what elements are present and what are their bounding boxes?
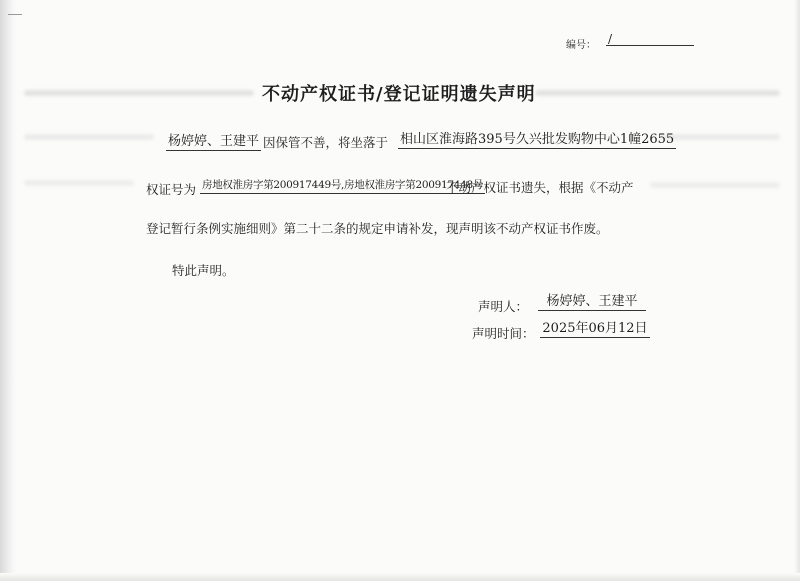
scan-bottom-edge-shadow — [0, 573, 800, 581]
declaration-date-field: 2025年06月12日 — [540, 321, 650, 338]
bleed-through-mark — [535, 90, 780, 96]
bleed-through-mark — [24, 134, 154, 140]
scan-corner-mark — [8, 14, 22, 15]
body-text-line3: 登记暂行条例实施细则》第二十二条的规定申请补发，现声明该不动产权证书作废。 — [146, 221, 609, 236]
cert-numbers-field: 房地权淮房字第200917449号,房地权淮房字第200917448号 — [200, 177, 485, 194]
serial-number-underline — [606, 45, 694, 46]
bleed-through-mark — [24, 90, 254, 96]
serial-number-label: 编号： — [566, 40, 596, 51]
bleed-through-mark — [24, 180, 134, 186]
serial-number-value: / — [608, 32, 613, 46]
body-text-line2: 不动产权证书遗失，根据《不动产 — [446, 180, 634, 195]
closing-statement: 特此声明。 — [172, 263, 235, 278]
declarant-label: 声明人： — [478, 299, 529, 314]
declaration-date-label: 声明时间： — [472, 326, 535, 341]
body-text-line1: 因保管不善，将坐落于 — [263, 135, 389, 150]
declarant-signature-field: 杨婷婷、王建平 — [538, 294, 646, 311]
property-location-field: 相山区淮海路395号久兴批发购物中心1幢2655 — [400, 132, 675, 147]
document-title: 不动产权证书/登记证明遗失声明 — [262, 84, 536, 105]
scan-right-edge-shadow — [794, 0, 800, 581]
bleed-through-mark — [660, 134, 780, 140]
scan-left-edge-shadow — [0, 0, 16, 581]
cert-number-label: 权证号为 — [146, 182, 197, 197]
declarants-field: 杨婷婷、王建平 — [168, 134, 260, 149]
bleed-through-mark — [650, 182, 780, 188]
